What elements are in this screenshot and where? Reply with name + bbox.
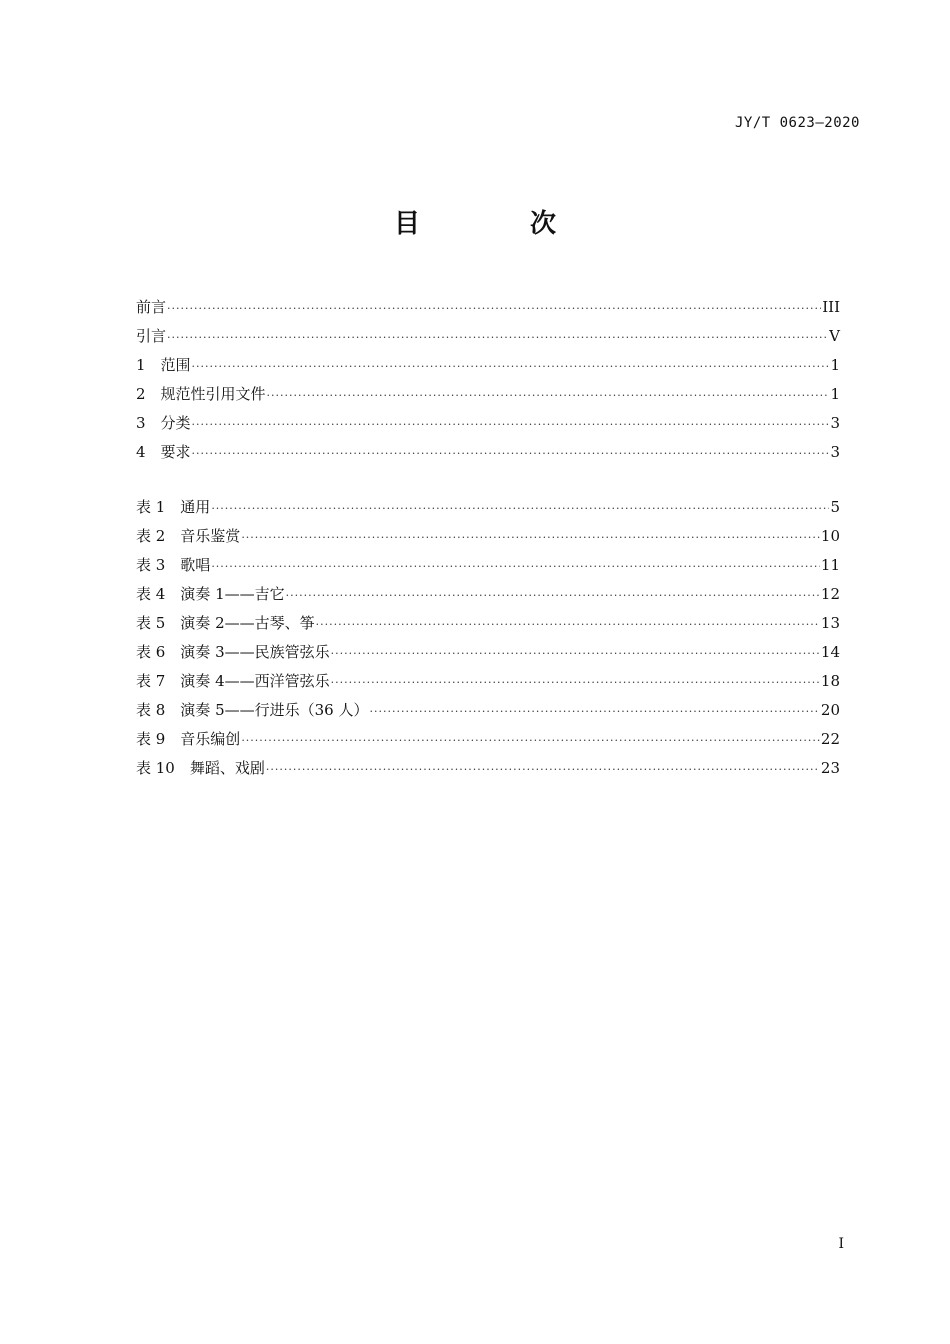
toc-leader-dots [241, 527, 820, 549]
toc-entry-table-9[interactable] [136, 728, 840, 757]
toc-leader-dots [192, 356, 830, 378]
toc-entry-label: 表 2 音乐鉴赏 [136, 527, 241, 545]
toc-entry-page: 10 [820, 527, 840, 545]
toc-leader-dots [211, 556, 820, 578]
toc-entry-table-6[interactable] [136, 641, 840, 670]
toc-leader-dots [267, 385, 830, 407]
toc-entry-page: 23 [820, 759, 840, 777]
toc-entry-page: 18 [820, 672, 840, 690]
toc-leader-dots [266, 759, 820, 781]
toc-entry-page: 13 [820, 614, 840, 632]
toc-entry-label: 2 规范性引用文件 [136, 385, 266, 403]
toc-entry-page: 3 [830, 414, 840, 432]
toc-entry-page: III [822, 298, 840, 316]
toc-entry-page: 22 [820, 730, 840, 748]
toc-leader-dots [331, 643, 820, 665]
toc-leader-dots [241, 730, 820, 752]
page-number: I [838, 1236, 844, 1252]
toc-entry-table-5[interactable] [136, 612, 840, 641]
toc-entry-page: 14 [820, 643, 840, 661]
toc-leader-dots [192, 443, 830, 465]
toc-entry-table-7[interactable] [136, 670, 840, 699]
toc-entry-page: 3 [830, 443, 840, 461]
toc-entry-foreword[interactable] [136, 296, 840, 325]
toc-entry-label: 4 要求 [136, 443, 191, 461]
toc-leader-dots [167, 298, 821, 320]
toc-entry-table-4[interactable] [136, 583, 840, 612]
toc-leader-dots [286, 585, 820, 607]
toc-entry-requirements[interactable] [136, 441, 840, 470]
toc-entry-label: 前言 [136, 298, 167, 316]
toc-entry-label: 表 10 舞蹈、戏剧 [136, 759, 265, 777]
toc-entry-page: 5 [830, 498, 840, 516]
toc-leader-dots [192, 414, 830, 436]
toc-entry-introduction[interactable] [136, 325, 840, 354]
toc-entry-label: 表 4 演奏 1——吉它 [136, 585, 285, 603]
toc-entry-table-2[interactable] [136, 525, 840, 554]
toc-entry-page: 11 [820, 556, 840, 574]
toc-leader-dots [369, 701, 819, 723]
toc-entry-page: 1 [830, 385, 840, 403]
page-title: 目 次 [393, 209, 598, 239]
toc-entry-page: V [829, 327, 840, 345]
toc-entry-label: 表 7 演奏 4——西洋管弦乐 [136, 672, 330, 690]
toc-entry-label: 表 6 演奏 3——民族管弦乐 [136, 643, 330, 661]
toc-entry-table-1[interactable] [136, 496, 840, 525]
toc-entry-page: 20 [820, 701, 840, 719]
toc-entry-label: 表 9 音乐编创 [136, 730, 241, 748]
toc-entry-label: 表 1 通用 [136, 498, 211, 516]
toc-leader-dots [316, 614, 820, 636]
toc-entry-page: 12 [820, 585, 840, 603]
toc-main-list [136, 296, 840, 470]
toc-entry-classification[interactable] [136, 412, 840, 441]
toc-leader-dots [331, 672, 820, 694]
toc-entry-label: 1 范围 [136, 356, 191, 374]
toc-entry-label: 表 3 歌唱 [136, 556, 211, 574]
toc-leader-dots [167, 327, 828, 349]
toc-entry-label: 表 5 演奏 2——古琴、筝 [136, 614, 315, 632]
toc-leader-dots [211, 498, 829, 520]
toc-entry-page: 1 [830, 356, 840, 374]
toc-tables-list [136, 496, 840, 786]
toc-entry-scope[interactable] [136, 354, 840, 383]
toc-entry-table-10[interactable] [136, 757, 840, 786]
toc-entry-label: 表 8 演奏 5——行进乐（36 人） [136, 701, 369, 719]
standard-code: JY/T 0623—2020 [734, 115, 860, 131]
toc-entry-table-3[interactable] [136, 554, 840, 583]
toc-entry-label: 3 分类 [136, 414, 191, 432]
toc-entry-label: 引言 [136, 327, 167, 345]
toc-entry-table-8[interactable] [136, 699, 840, 728]
toc-entry-normative-references[interactable] [136, 383, 840, 412]
